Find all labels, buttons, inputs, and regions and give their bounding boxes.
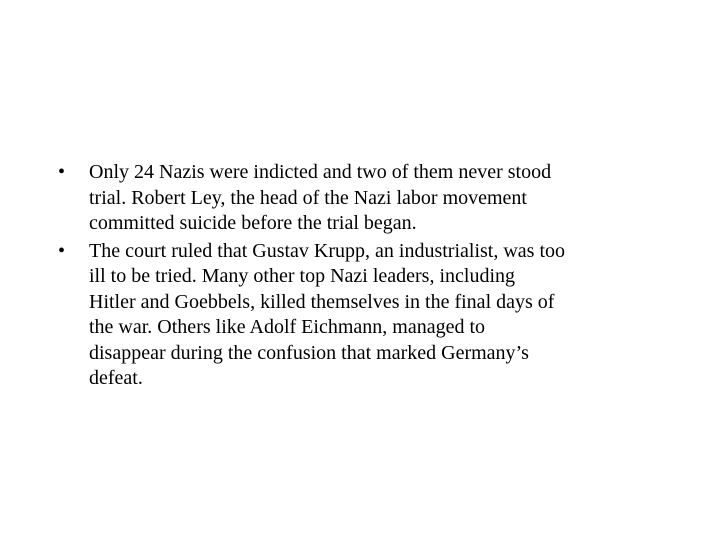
bullet-text-line: Hitler and Goebbels, killed themselves in the final days of [89, 290, 555, 313]
bullet-text-line: ill to be tried. Many other top Nazi leaders, including [89, 265, 515, 287]
bullet-item [58, 160, 658, 237]
bullet-text-line: the war. Others like Adolf Eichmann, managed to [89, 316, 486, 338]
bullet-text-line: Only 24 Nazis were indicted and two of them never stood [89, 161, 552, 183]
bullet-item [58, 239, 658, 392]
bullet-text-line: defeat. [89, 367, 143, 389]
bullet-text-line: trial. Robert Ley, the head of the Nazi labor movement [89, 186, 527, 209]
bullet-glyph: • [58, 239, 66, 262]
bullet-glyph: • [58, 161, 66, 183]
bullet-list [58, 160, 658, 394]
bullet-text-line: disappear during the confusion that marked Germany’s [89, 341, 529, 364]
bullet-text-line: committed suicide before the trial began. [89, 212, 417, 234]
bullet-text-line: The court ruled that Gustav Krupp, an industrialist, was too [89, 239, 566, 262]
